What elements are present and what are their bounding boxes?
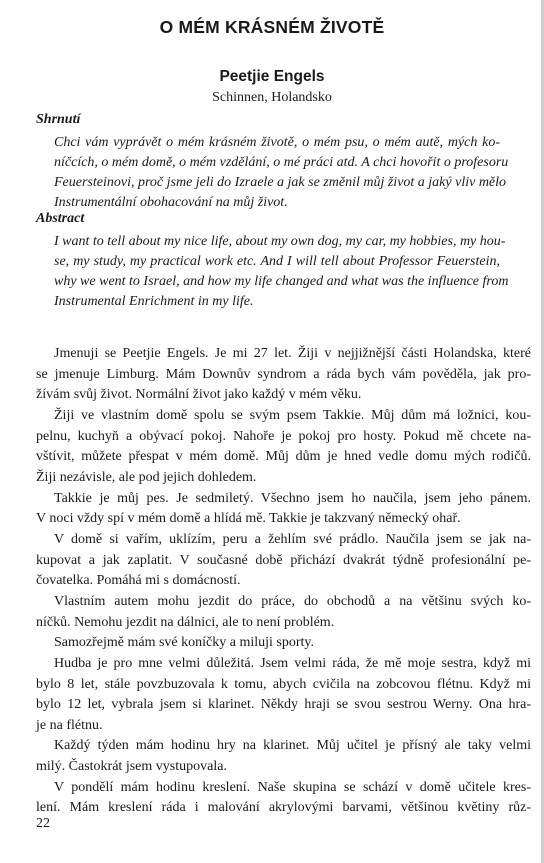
abstract-text <box>54 232 509 312</box>
body-line: pelnu, kuchyň a obývací pokoj. Nahoře je pokoj pro hosty. Pokud mě chcete na- <box>36 428 531 444</box>
body-line: V noci vždy spí v mém domě a hlídá mě. Takkie je takzvaný německý ohař. <box>36 511 461 527</box>
summary-heading: Shrnutí <box>36 112 81 127</box>
abstract-line: why we went to Israel, and how my life changed and what was the influence from <box>54 274 509 289</box>
page-number: 22 <box>36 816 50 831</box>
body-line: je na flétnu. <box>36 717 103 733</box>
body-line: níčků. Nemohu jezdit na dálnici, ale to není problém. <box>36 614 335 630</box>
abstract-line: I want to tell about my nice life, about my own dog, my car, my hobbies, my hou- <box>54 234 506 249</box>
author-affiliation: Schinnen, Holandsko <box>212 90 332 105</box>
body-line: se jmenuje Limburg. Mám Downův syndrom a ráda bych vám pověděla, jak pro- <box>36 366 531 382</box>
summary-text <box>54 133 509 213</box>
body-line: Samozřejmě mám své koníčky a miluji sporty. <box>54 635 314 651</box>
summary-line: Chci vám vyprávět o mém krásném životě, o mém psu, o mém autě, mých ko- <box>54 135 500 150</box>
body-line: bylo 8 let, stále povzbuzovala k tomu, abych cvičila na zobcovou flétnu. Když mi <box>36 676 531 692</box>
abstract-heading: Abstract <box>36 211 85 226</box>
body-line: Takkie je můj pes. Je sedmiletý. Všechno jsem ho naučila, jsem jeho pánem. <box>54 490 531 506</box>
body-line: Vlastním autem mohu jezdit do práce, do obchodů a na většinu svých ko- <box>54 593 531 609</box>
body-line: milý. Častokrát jsem vystupovala. <box>36 759 227 775</box>
body-line: žívám svůj život. Normální život jako každý v mém věku. <box>36 387 362 403</box>
body-line: bylo 12 let, vybrala jsem si klarinet. Někdy hraji se svou sestrou Werny. Ona hra- <box>36 697 531 713</box>
summary-line: níčcích, o mém domě, o mém vzdělání, o mé práci atd. A chci hovořit o profesoru <box>54 155 509 170</box>
body-line: Žiji nezávisle, ale pod jejich dohledem. <box>36 469 257 485</box>
body-line: V pondělí mám hodinu kreslení. Naše skupina se schází v domě učitele kres- <box>54 779 531 795</box>
article-title: O MÉM KRÁSNÉM ŽIVOTĚ <box>159 17 385 37</box>
body-line: V domě si vařím, uklízím, peru a žehlím své prádlo. Naučila jsem se jak na- <box>54 531 531 547</box>
body-line: kupovat a jak zaplatit. V současné době přichází dvakrát týdně profesionální pe- <box>36 552 531 568</box>
summary-line: Instrumentální obohacování na můj život. <box>54 195 288 210</box>
body-line: Žiji ve vlastním domě spolu se svým psem Takkie. Můj dům má ložnici, kou- <box>54 407 531 423</box>
body-text <box>36 344 531 819</box>
abstract-line: Instrumental Enrichment in my life. <box>54 294 254 309</box>
body-line: Každý týden mám hodinu hry na klarinet. Můj učitel je přísný ale taky velmi <box>54 738 531 754</box>
body-line: čovatelka. Pomáhá mi s domácností. <box>36 573 241 589</box>
abstract-line: se, my study, my practical work etc. And I will tell about Professor Feuerstein, <box>54 254 500 269</box>
summary-line: Feuersteinovi, proč jsme jeli do Izraele a jak se změnil můj život a jaký vliv mělo <box>54 175 507 190</box>
body-line: lení. Mám kreslení ráda i malování akrylovými barvami, většinou květiny růz- <box>36 800 531 816</box>
body-line: Hudba je pro mne velmi důležitá. Jsem velmi ráda, že mě moje sestra, když mi <box>54 655 531 671</box>
body-line: Jmenuji se Peetjie Engels. Je mi 27 let. Žiji v nejjižnější části Holandska, které <box>54 346 531 361</box>
author-name: Peetjie Engels <box>219 68 325 85</box>
body-line: vštívit, můžete přespat v mém domě. Můj dům je hned vedle domu mých rodičů. <box>36 449 531 465</box>
